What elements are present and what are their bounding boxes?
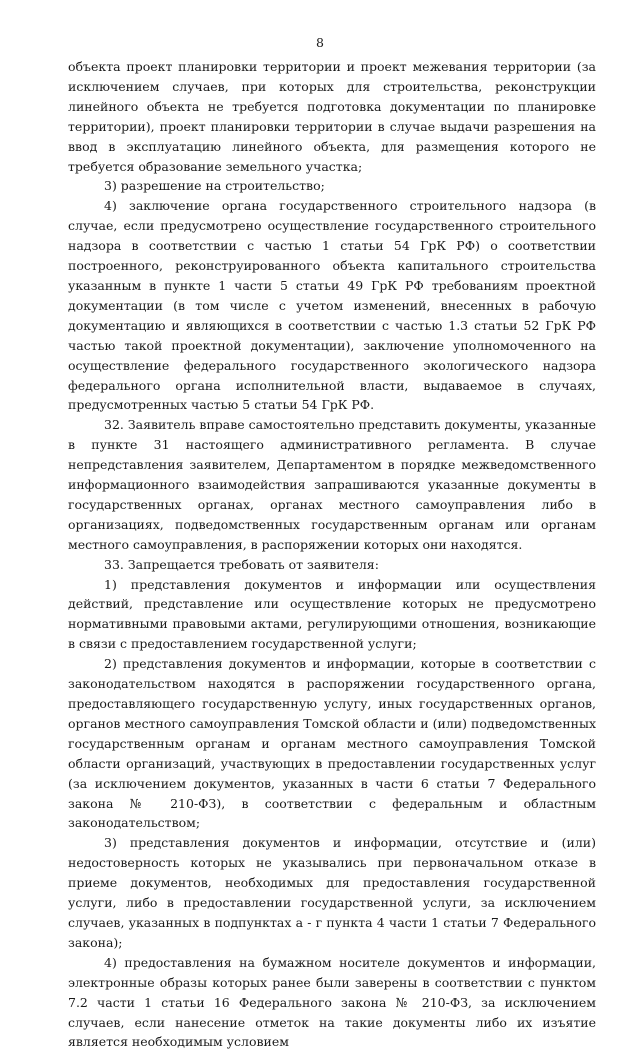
paragraph-clause-32: 32. Заявитель вправе самостоятельно представить документы, указанные в пункте 31 настоящего административного регламента. В случае непредставления заявителем, Департаментом в порядке межведомственного информационного взаимодействия запрашиваются указанные документы в государственных органах, органах местного самоуправления либо в организациях, подведомственных государственным органам или органам местного самоуправления, в распоряжении которых они находятся. (68, 417, 596, 552)
page-number: 8 (316, 35, 324, 50)
paragraph-subitem-3: 3) представления документов и информации, отсутствие и (или) недостоверность которых не указывались при первоначальном отказе в приеме документов, необходимых для предоставления государственной услуги, либо в предоставлении государственной услуги, за исключением случаев, указанных в подпунктах а - г пункта 4 части 1 статьи 7 Федерального закона); (68, 835, 596, 950)
paragraph-item-3: 3) разрешение на строительство; (104, 178, 325, 194)
paragraph-continuation: объекта проект планировки территории и проект межевания территории (за исключением случаев, при которых для строительства, реконструкции линейного объекта не требуется подготовка документации по планировке территории), проект планировки территории в случае выдачи разрешения на ввод в эксплуатацию линейного объекта, для размещения которого не требуется образование земельного участка; (68, 59, 596, 174)
paragraph-clause-33: 33. Запрещается требовать от заявителя: (104, 556, 379, 572)
paragraph-subitem-1: 1) представления документов и информации или осуществления действий, представление или осуществление которых не предусмотрено нормативными правовыми актами, регулирующими отношения, возникающие в связи с предоставлением государственной услуги; (68, 576, 596, 652)
paragraph-item-4: 4) заключение органа государственного строительного надзора (в случае, если предусмотрено осуществление государственного строительного надзора в соответствии с частью 1 статьи 54 ГрК РФ) о соответствии построенного, реконструированного объекта капитального строительства указанным в пункте 1 части 5 статьи 49 ГрК РФ требованиям проектной документации (в том числе с учетом изменений, внесенных в рабочую документацию и являющихся в соответствии с частью 1.3 статьи 52 ГрК РФ частью такой проектной документации), заключение уполномоченного на осуществление федерального государственного экологического надзора федерального органа исполнительной власти, выдаваемое в случаях, предусмотренных частью 5 статьи 54 ГрК РФ. (68, 198, 596, 413)
paragraph-subitem-2: 2) представления документов и информации, которые в соответствии с законодательством находятся в распоряжении государственного органа, предоставляющего государственную услугу, иных государственных органов, органов местного самоуправления Томской области и (или) подведомственных государственным органам и органам местного самоуправления Томской области организаций, участвующих в предоставлении государственных услуг (за исключением документов, указанных в части 6 статьи 7 Федерального закона № 210-ФЗ), в соответствии с федеральным и областным законодательством; (68, 656, 596, 831)
document-body (68, 57, 596, 1052)
paragraph-subitem-4: 4) предоставления на бумажном носителе документов и информации, электронные образы которых ранее были заверены в соответствии с пунктом 7.2 части 1 статьи 16 Федерального закона № 210-ФЗ, за исключением случаев, если нанесение отметок на такие документы либо их изъятие является необходимым условием (68, 954, 596, 1050)
